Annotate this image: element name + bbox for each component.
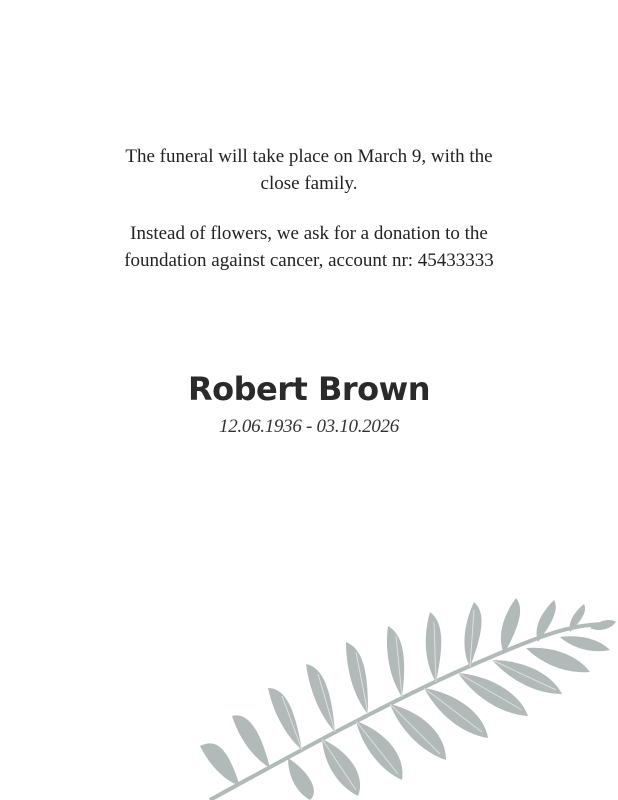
donation-request-text: Instead of flowers, we ask for a donation to the foundation against cancer, account nr: 45433333: [124, 223, 494, 271]
deceased-name: Robert Brown: [188, 370, 430, 408]
funeral-notice: [0, 143, 618, 274]
life-dates: 12.06.1936 - 03.10.2026: [219, 416, 399, 437]
funeral-info-text: The funeral will take place on March 9, with the close family.: [125, 146, 493, 194]
fern-leaf-icon: [170, 596, 618, 800]
